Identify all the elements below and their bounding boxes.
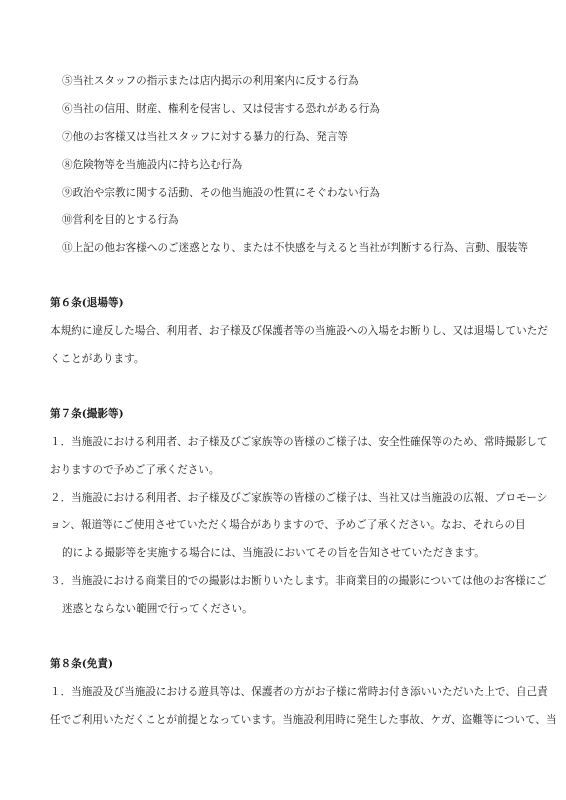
list-item: ⑧危険物等を当施設内に持ち込む行為 bbox=[62, 159, 243, 171]
article-7-line: おりますので予めご了承ください。 bbox=[50, 464, 220, 476]
list-item: ⑥当社の信用、財産、権利を侵害し、又は侵害する恐れがある行為 bbox=[62, 103, 380, 115]
article-7-line: ３．当施設における商業目的での撮影はお断りいたします。非商業目的の撮影については他のお客様にご bbox=[50, 575, 547, 587]
article-6-line: 本規約に違反した場合、利用者、お子様及び保護者等の当施設への入場をお断りし、又は退場していただ bbox=[50, 325, 548, 337]
article-7-line: 迷惑とならない範囲で行ってください。 bbox=[62, 603, 253, 615]
list-item: ⑪上記の他お客様へのご迷惑となり、または不快感を与えると当社が判断する行為、言動、服装等 bbox=[62, 242, 529, 254]
article-8-heading: 第８条(免責) bbox=[50, 658, 113, 670]
article-6-heading: 第６条(退場等) bbox=[50, 297, 124, 309]
article-7-line: ２．当施設における利用者、お子様及びご家族等の皆様のご様子は、当社又は当施設の広報、プロモーシ bbox=[50, 492, 548, 504]
article-6-line: くことがあります。 bbox=[50, 353, 145, 365]
article-8-line: 任でご利用いただくことが前提となっています。当施設利用時に発生した事故、ケガ、盗難等について、当 bbox=[50, 714, 557, 726]
article-7-line: １．当施設における利用者、お子様及びご家族等の皆様のご様子は、安全性確保等のため、常時撮影して bbox=[50, 436, 548, 448]
article-8-line: １．当施設及び当施設における遊具等は、保護者の方がお子様に常時お付き添いいただいた上で、自己責 bbox=[50, 686, 548, 698]
article-7-line: ョン、報道等にご使用させていただく場合がありますので、予めご了承ください。なお、それらの目 bbox=[50, 519, 526, 531]
list-item: ⑦他のお客様又は当社スタッフに対する暴力的行為、発言等 bbox=[62, 131, 349, 143]
article-7-heading: 第７条(撮影等) bbox=[50, 408, 124, 420]
article-7-line: 的による撮影等を実施する場合には、当施設においてその旨を告知させていただきます。 bbox=[62, 547, 485, 559]
list-item: ⑩営利を目的とする行為 bbox=[62, 214, 179, 226]
list-item: ⑨政治や宗教に関する活動、その他当施設の性質にそぐわない行為 bbox=[62, 187, 380, 199]
list-item: ⑤当社スタッフの指示または店内掲示の利用案内に反する行為 bbox=[62, 75, 359, 87]
